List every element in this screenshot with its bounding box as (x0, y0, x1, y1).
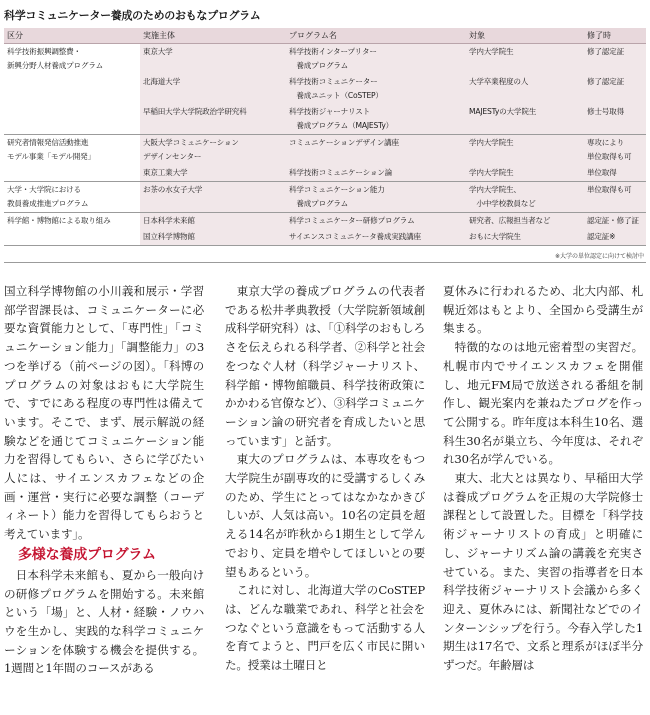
divider (4, 262, 646, 263)
paragraph: 日本科学未来館も、夏から一般向けの研修プログラムを開始する。未来館という「場」と、人材・経験・ノウハウを生かし、実践的な科学コミュニケーションを体験する機会を提供する。1週間と1年間のコースがある (4, 567, 204, 676)
table-title: 科学コミュニケーター養成のためのおもなプログラム (4, 9, 261, 22)
cell-category (4, 104, 140, 135)
cell-program: 科学技術コミュニケーター 養成ユニット（CoSTEP） (286, 74, 466, 104)
cell-completion: 修了認定証 (584, 44, 646, 75)
paragraph: 東大、北大とは異なり、早稲田大学は養成プログラムを正規の大学院修士課程として設置した。目標を「科学技術ジャーナリストの育成」と明確にし、ジャーナリズム論の講義を充実させている。また、実習の指導者を日本科学技術ジャーナリスト会議から多く迎え、夏休みには、新聞社などでのインターンシップを行う。今春入学した1期生は17名で、文系と理系がほぼ半分ずつだ。年齢層は (443, 471, 643, 673)
header-target: 対象 (466, 28, 584, 44)
cell-program: 科学技術インタープリター 養成プログラム (286, 44, 466, 75)
cell-organizer: お茶の水女子大学 (140, 182, 286, 213)
header-organizer: 実施主体 (140, 28, 286, 44)
table-row (4, 104, 646, 135)
cell-program: 科学コミュニケーター研修プログラム (286, 213, 466, 230)
paragraph: 特徴的なのは地元密着型の実習だ。札幌市内でサイエンスカフェを開催し、地元FM局で放送される番組を制作し、観光案内を兼ねたブログを作って公開する。昨年度は本科生10名、選科生30名が巣立ち、今年度は、それぞれ30名が学んでいる。 (443, 340, 643, 467)
table-row (4, 229, 646, 246)
article-column-3 (443, 282, 643, 675)
cell-target: 学内大学院生 (466, 165, 584, 182)
table-row (4, 182, 646, 213)
cell-completion: 認定証・修了証 (584, 213, 646, 230)
paragraph: 国立科学博物館の小川義和展示・学習部学習課長は、コミュニケーターに必要な資質能力として、「専門性」「コミュニケーション能力」「調整能力」の3つを挙げる（前ページの図）。「科博のプログラムの対象はおもに大学院生で、すでにある程度の専門性は備えています。そこで、まず、展示解説の経験などを通じてコミュニケーション能力を習得してもらい、さらに学びたい人には、サイエンスカフェなどの企画・運営・実行に必要な調整（コーディネート）能力を習得してもらおうと考えています」。 (4, 284, 204, 542)
table-row (4, 135, 646, 166)
cell-category (4, 229, 140, 246)
cell-organizer: 東京大学 (140, 44, 286, 75)
table-row (4, 213, 646, 230)
cell-completion: 修了認定証 (584, 74, 646, 104)
table-footnote: ※大学の単位認定に向けて検討中 (554, 253, 644, 260)
header-program: プログラム名 (286, 28, 466, 44)
paragraph: 夏休みに行われるため、北大内部、札幌近郊はもとより、全国から受講生が集まる。 (443, 284, 643, 336)
cell-organizer: 北海道大学 (140, 74, 286, 104)
cell-category (4, 165, 140, 182)
program-table (4, 28, 646, 246)
cell-organizer: 国立科学博物館 (140, 229, 286, 246)
cell-target: 大学卒業程度の人 (466, 74, 584, 104)
cell-completion: 専攻により 単位取得も可 (584, 135, 646, 166)
cell-target: 学内大学院生 (466, 44, 584, 75)
article-column-2 (225, 282, 425, 675)
cell-target: 研究者、広報担当者など (466, 213, 584, 230)
cell-program: 科学技術コミュニケーション論 (286, 165, 466, 182)
table-row (4, 165, 646, 182)
cell-completion: 修士号取得 (584, 104, 646, 135)
cell-target: おもに大学院生 (466, 229, 584, 246)
cell-target: 学内大学院生 (466, 135, 584, 166)
table-header-row (4, 28, 646, 44)
article-column-1 (4, 282, 204, 678)
cell-target: MAJESTyの大学院生 (466, 104, 584, 135)
header-completion: 修了時 (584, 28, 646, 44)
cell-category: 科学館・博物館による取り組み (4, 213, 140, 230)
paragraph: 東大のプログラムは、本専攻をもつ大学院生が副専攻的に受講するしくみのため、学生にとってはなかなかきびしいが、人気は高い。10名の定員を超える14名が昨秋から1期生として学んでおり、定員を増やしてほしいとの要望もあるという。 (225, 452, 425, 579)
cell-completion: 単位取得も可 (584, 182, 646, 213)
cell-organizer: 早稲田大学大学院政治学研究科 (140, 104, 286, 135)
cell-category: 研究者情報発信活動推進 モデル事業「モデル開発」 (4, 135, 140, 166)
cell-completion: 単位取得 (584, 165, 646, 182)
cell-organizer: 日本科学未来館 (140, 213, 286, 230)
table-row (4, 74, 646, 104)
cell-program: コミュニケーションデザイン講座 (286, 135, 466, 166)
cell-organizer: 東京工業大学 (140, 165, 286, 182)
cell-program: 科学コミュニケーション能力 養成プログラム (286, 182, 466, 213)
cell-category: 科学技術振興調整費・ 新興分野人材養成プログラム (4, 44, 140, 75)
cell-organizer: 大阪大学コミュニケーション デザインセンター (140, 135, 286, 166)
header-category: 区分 (4, 28, 140, 44)
paragraph: これに対し、北海道大学のCoSTEPは、どんな職業であれ、科学と社会をつなぐという意識をもって活動する人を育てようと、門戸を広く市民に開いた。授業は土曜日と (225, 583, 425, 673)
section-heading: 多様な養成プログラム (18, 546, 156, 563)
paragraph: 東京大学の養成プログラムの代表者である松井孝典教授（大学院新領域創成科学研究科）は、「①科学のおもしろさを伝えられる科学者、②科学と社会をつなぐ人材（科学ジャーナリスト、科学館・博物館職員、科学技術政策にかかわる官僚など）、③科学コミュニケーション論の研究者を育成したいと思っています」と話す。 (225, 284, 425, 448)
table-row (4, 44, 646, 75)
cell-category: 大学・大学院における 教員養成推進プログラム (4, 182, 140, 213)
cell-target: 学内大学院生、 小中学校教員など (466, 182, 584, 213)
cell-category (4, 74, 140, 104)
cell-completion: 認定証※ (584, 229, 646, 246)
cell-program: 科学技術ジャーナリスト 養成プログラム（MAJESTy） (286, 104, 466, 135)
cell-program: サイエンスコミュニケータ養成実践講座 (286, 229, 466, 246)
